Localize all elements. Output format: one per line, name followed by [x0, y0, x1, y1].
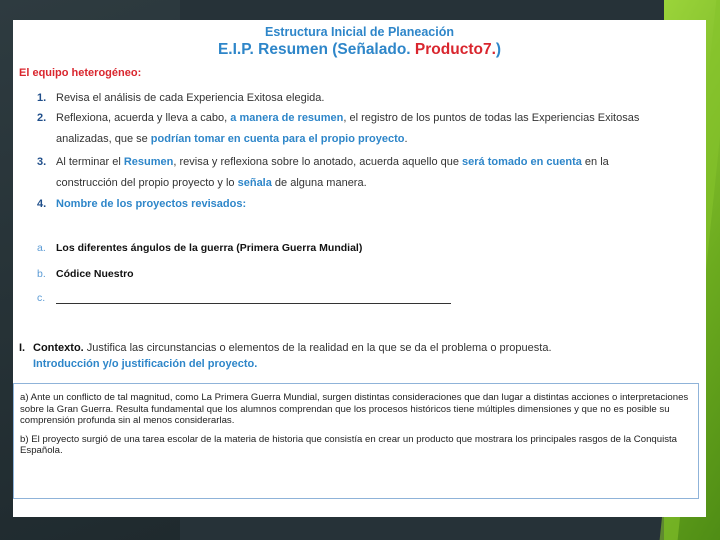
step-text: en la	[581, 156, 609, 168]
project-item-a	[37, 242, 362, 254]
context-text: Justifica las circunstancias o elementos de la realidad en la que se da el problema o propuesta.	[83, 342, 552, 354]
step-text: Al terminar el	[56, 156, 124, 168]
step-text: construcción del propio proyecto y lo	[56, 177, 238, 189]
section-number: I.	[19, 342, 26, 354]
answer-paragraph-b: b) El proyecto surgió de una tarea escolar de la materia de historia que consistía en crear un producto que mostrara los principales rasgos de la Conquista Española.	[20, 433, 678, 456]
step-text: , el registro de los puntos de todas las Experiencias Exitosas	[343, 112, 640, 124]
project-letter: b.	[37, 268, 46, 280]
step-highlight: señala	[237, 177, 272, 189]
project-name: Los diferentes ángulos de la guerra (Primera Guerra Mundial)	[56, 242, 363, 254]
title-product: Producto7.	[414, 41, 496, 58]
step-text: Reflexiona, acuerda y lleva a cabo,	[56, 112, 231, 124]
step-highlight: Resumen	[123, 156, 174, 168]
project-item-b	[37, 268, 134, 280]
step-highlight: a manera de resumen	[230, 112, 344, 124]
title-suffix: )	[495, 41, 502, 58]
step-number: 1.	[37, 92, 47, 104]
page-title-line2	[13, 41, 706, 59]
step-highlight: será tomado en cuenta	[462, 156, 582, 168]
slide-page	[13, 20, 706, 517]
team-label: El equipo heterogéneo:	[19, 67, 142, 79]
title-prefix: E.I.P. Resumen (Señalado.	[217, 41, 415, 58]
step-number: 4.	[37, 198, 47, 210]
step-highlight: podrían tomar en cuenta para el propio proyecto	[150, 133, 405, 145]
step-text: analizadas, que se	[56, 133, 151, 145]
step-heading: Nombre de los proyectos revisados:	[56, 198, 247, 210]
step-number: 3.	[37, 156, 47, 168]
context-subtitle: Introducción y/o justificación del proyecto.	[33, 358, 258, 370]
project-item-c	[37, 292, 451, 304]
project-letter: c.	[37, 292, 46, 304]
step-text: de alguna manera.	[271, 177, 367, 189]
context-title: Contexto.	[33, 342, 84, 354]
page-title-line1: Estructura Inicial de Planeación	[265, 25, 454, 39]
project-blank-line	[56, 293, 451, 304]
project-name: Códice Nuestro	[56, 268, 134, 280]
step-4	[37, 194, 698, 215]
step-1	[37, 88, 698, 109]
answer-paragraph-a: a) Ante un conflicto de tal magnitud, como La Primera Guerra Mundial, surgen distintas consideraciones que dan lugar a distintas acciones o interpretaciones sobre la Gran Guerra. Resulta fundamental que los alumnos comprendan que los procesos históricos tiene múltiples dimensiones y que no es posible su comprensión profunda sin al menos considerarlas.	[20, 392, 689, 426]
step-2	[37, 108, 698, 150]
step-number: 2.	[37, 112, 47, 124]
step-text: Revisa el análisis de cada Experiencia Exitosa elegida.	[56, 92, 325, 104]
step-3	[37, 152, 698, 194]
step-text: .	[404, 133, 408, 145]
answer-textbox[interactable]	[13, 383, 699, 499]
step-text: , revisa y reflexiona sobre lo anotado, acuerda aquello que	[173, 156, 463, 168]
context-section	[19, 340, 698, 372]
project-letter: a.	[37, 242, 46, 254]
